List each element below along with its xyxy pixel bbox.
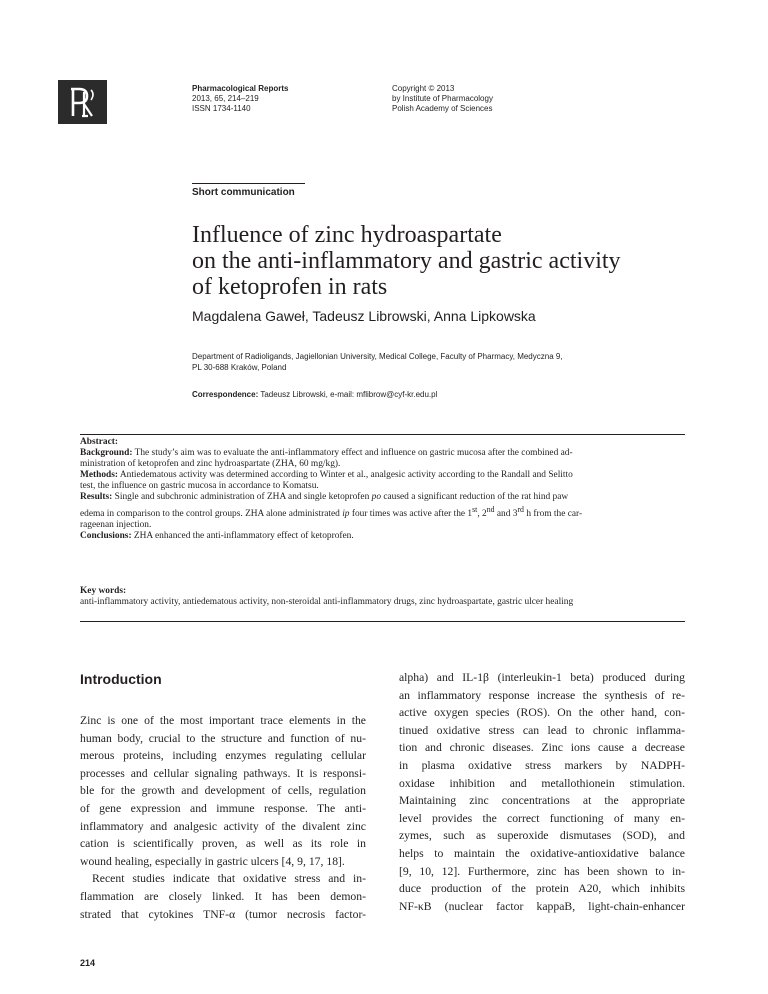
body-line: inflammatory and analgesic activity of the divalent zinc [80,819,366,833]
body-line: strated that cytokines TNF-α (tumor necrosis factor- [80,907,366,921]
body-line: oxidase inhibition and metallothionein stimulation. [399,776,685,790]
body-line: duce production of the protein A20, which inhibits [399,882,685,896]
body-column-left [80,712,366,923]
body-line: tion and chronic diseases. Zinc ions cause a decrease [399,741,685,755]
keywords [80,586,685,608]
body-line: alpha) and IL-1β (interleukin-1 beta) produced during [399,671,685,684]
body-line: in plasma oxidative stress markers by NADPH- [399,758,685,772]
authors: Magdalena Gaweł, Tadeusz Librowski, Anna Lipkowska [192,308,536,324]
results-label: Results: [80,492,113,503]
affiliation [192,352,672,373]
correspondence-label: Correspondence: [192,390,259,399]
correspondence [192,390,437,400]
body-line: level provides the correct functioning of many en- [399,811,685,825]
results-text: edema in comparison to the control groups. ZHA alone administrated [80,508,340,519]
abstract-bottom-rule [80,621,685,622]
abstract-heading: Abstract: [80,437,119,447]
results-route-ip: ip [342,508,350,519]
background-text: The study’s aim was to evaluate the anti-inflammatory effect and influence on gastric mucosa after the combined ad- [134,448,573,459]
body-line: an inflammatory response increase the synthesis of re- [399,688,685,702]
affiliation-line: Department of Radioligands, Jagiellonian University, Medical College, Faculty of Pharmacy, Medyczna 9, [192,352,563,361]
abstract [80,437,685,542]
results-text: four times was active after the 1 [351,508,473,519]
body-line: [9, 10, 12]. Furthermore, zinc has been shown to in- [399,864,685,878]
methods-label: Methods: [80,470,119,481]
journal-name: Pharmacological Reports [192,84,289,93]
page-number: 214 [80,958,96,968]
body-line: of gene expression and immune response. The anti- [80,801,366,815]
body-line: human body, crucial to the structure and function of nu- [80,731,366,745]
body-line: Maintaining zinc concentrations at the appropriate [399,794,685,808]
copyright-line: Copyright © 2013 [392,84,455,93]
article-type-label: Short communication [192,183,305,199]
journal-header [192,84,288,114]
body-line: processes and cellular signaling pathways. It is responsi- [80,766,366,780]
body-line: helps to maintain the oxidative-antioxidative balance [399,846,685,860]
superscript: st [472,504,478,514]
copyright-by: by Institute of Pharmacology [392,94,493,103]
body-line: cation is scientifically proven, as well as its role in [80,837,366,851]
body-line: zymes, such as superoxide dismutases (SOD), and [399,829,685,843]
title-line: on the anti-inflammatory and gastric activity [192,248,621,274]
results-route-po: po [371,492,381,503]
background-text: ministration of ketoprofen and zinc hydroaspartate (ZHA, 60 mg/kg). [80,459,341,470]
body-line: NF-κB (nuclear factor kappaB, light-chain-enhancer [399,899,685,913]
introduction-heading: Introduction [80,671,162,687]
body-line: wound healing, especially in gastric ulcers [4, 9, 17, 18]. [80,854,345,868]
keywords-text: anti-inflammatory activity, antiedematous activity, non-steroidal anti-inflammatory drugs, zinc hydroaspartate, gastric ulcer healing [80,597,574,608]
article-title [192,222,672,300]
body-line: ble for the growth and development of cells, regulation [80,784,366,798]
journal-volume: 2013, 65, 214–219 [192,94,259,103]
body-column-right [399,669,685,915]
results-text: caused a significant reduction of the rat hind paw [383,492,569,503]
correspondence-text: Tadeusz Librowski, e-mail: mflibrow@cyf-kr.edu.pl [260,390,438,399]
results-text: and 3 [496,508,518,519]
body-line: Zinc is one of the most important trace elements in the [80,714,366,727]
affiliation-line: PL 30-688 Kraków, Poland [192,362,287,372]
superscript: nd [486,504,495,514]
keywords-heading: Key words: [80,586,127,596]
copyright-academy: Polish Academy of Sciences [392,104,493,113]
superscript: rd [517,504,524,514]
results-text: , 2 [477,508,487,519]
body-line: tinued oxidative stress can lead to chronic inflamma- [399,723,685,737]
body-line: flammation are closely linked. It has been demon- [80,889,366,903]
journal-issn: ISSN 1734-1140 [192,104,251,113]
background-label: Background: [80,448,133,459]
results-text: rageenan injection. [80,519,152,530]
body-line: Recent studies indicate that oxidative stress and in- [92,872,366,886]
title-line: of ketoprofen in rats [192,274,388,300]
body-line: active oxygen species (ROS). On the other hand, con- [399,706,685,720]
title-line: Influence of zinc hydroaspartate [192,222,502,248]
copyright-block [392,84,493,114]
results-text: Single and subchronic administration of ZHA and single ketoprofen [114,492,370,503]
body-line: merous proteins, including enzymes regulating cellular [80,749,366,763]
methods-text: Antiedematous activity was determined according to Winter et al., analgesic activity according to the Randall and Selitto [119,470,573,481]
abstract-top-rule [80,434,685,435]
journal-logo [58,80,107,124]
pr-monogram-icon [58,80,107,124]
conclusions-label: Conclusions: [80,530,132,541]
results-text: h from the car- [526,508,583,519]
methods-text: test, the influence on gastric mucosa in accordance to Komatsu. [80,481,319,492]
conclusions-text: ZHA enhanced the anti-inflammatory effect of ketoprofen. [133,530,354,541]
